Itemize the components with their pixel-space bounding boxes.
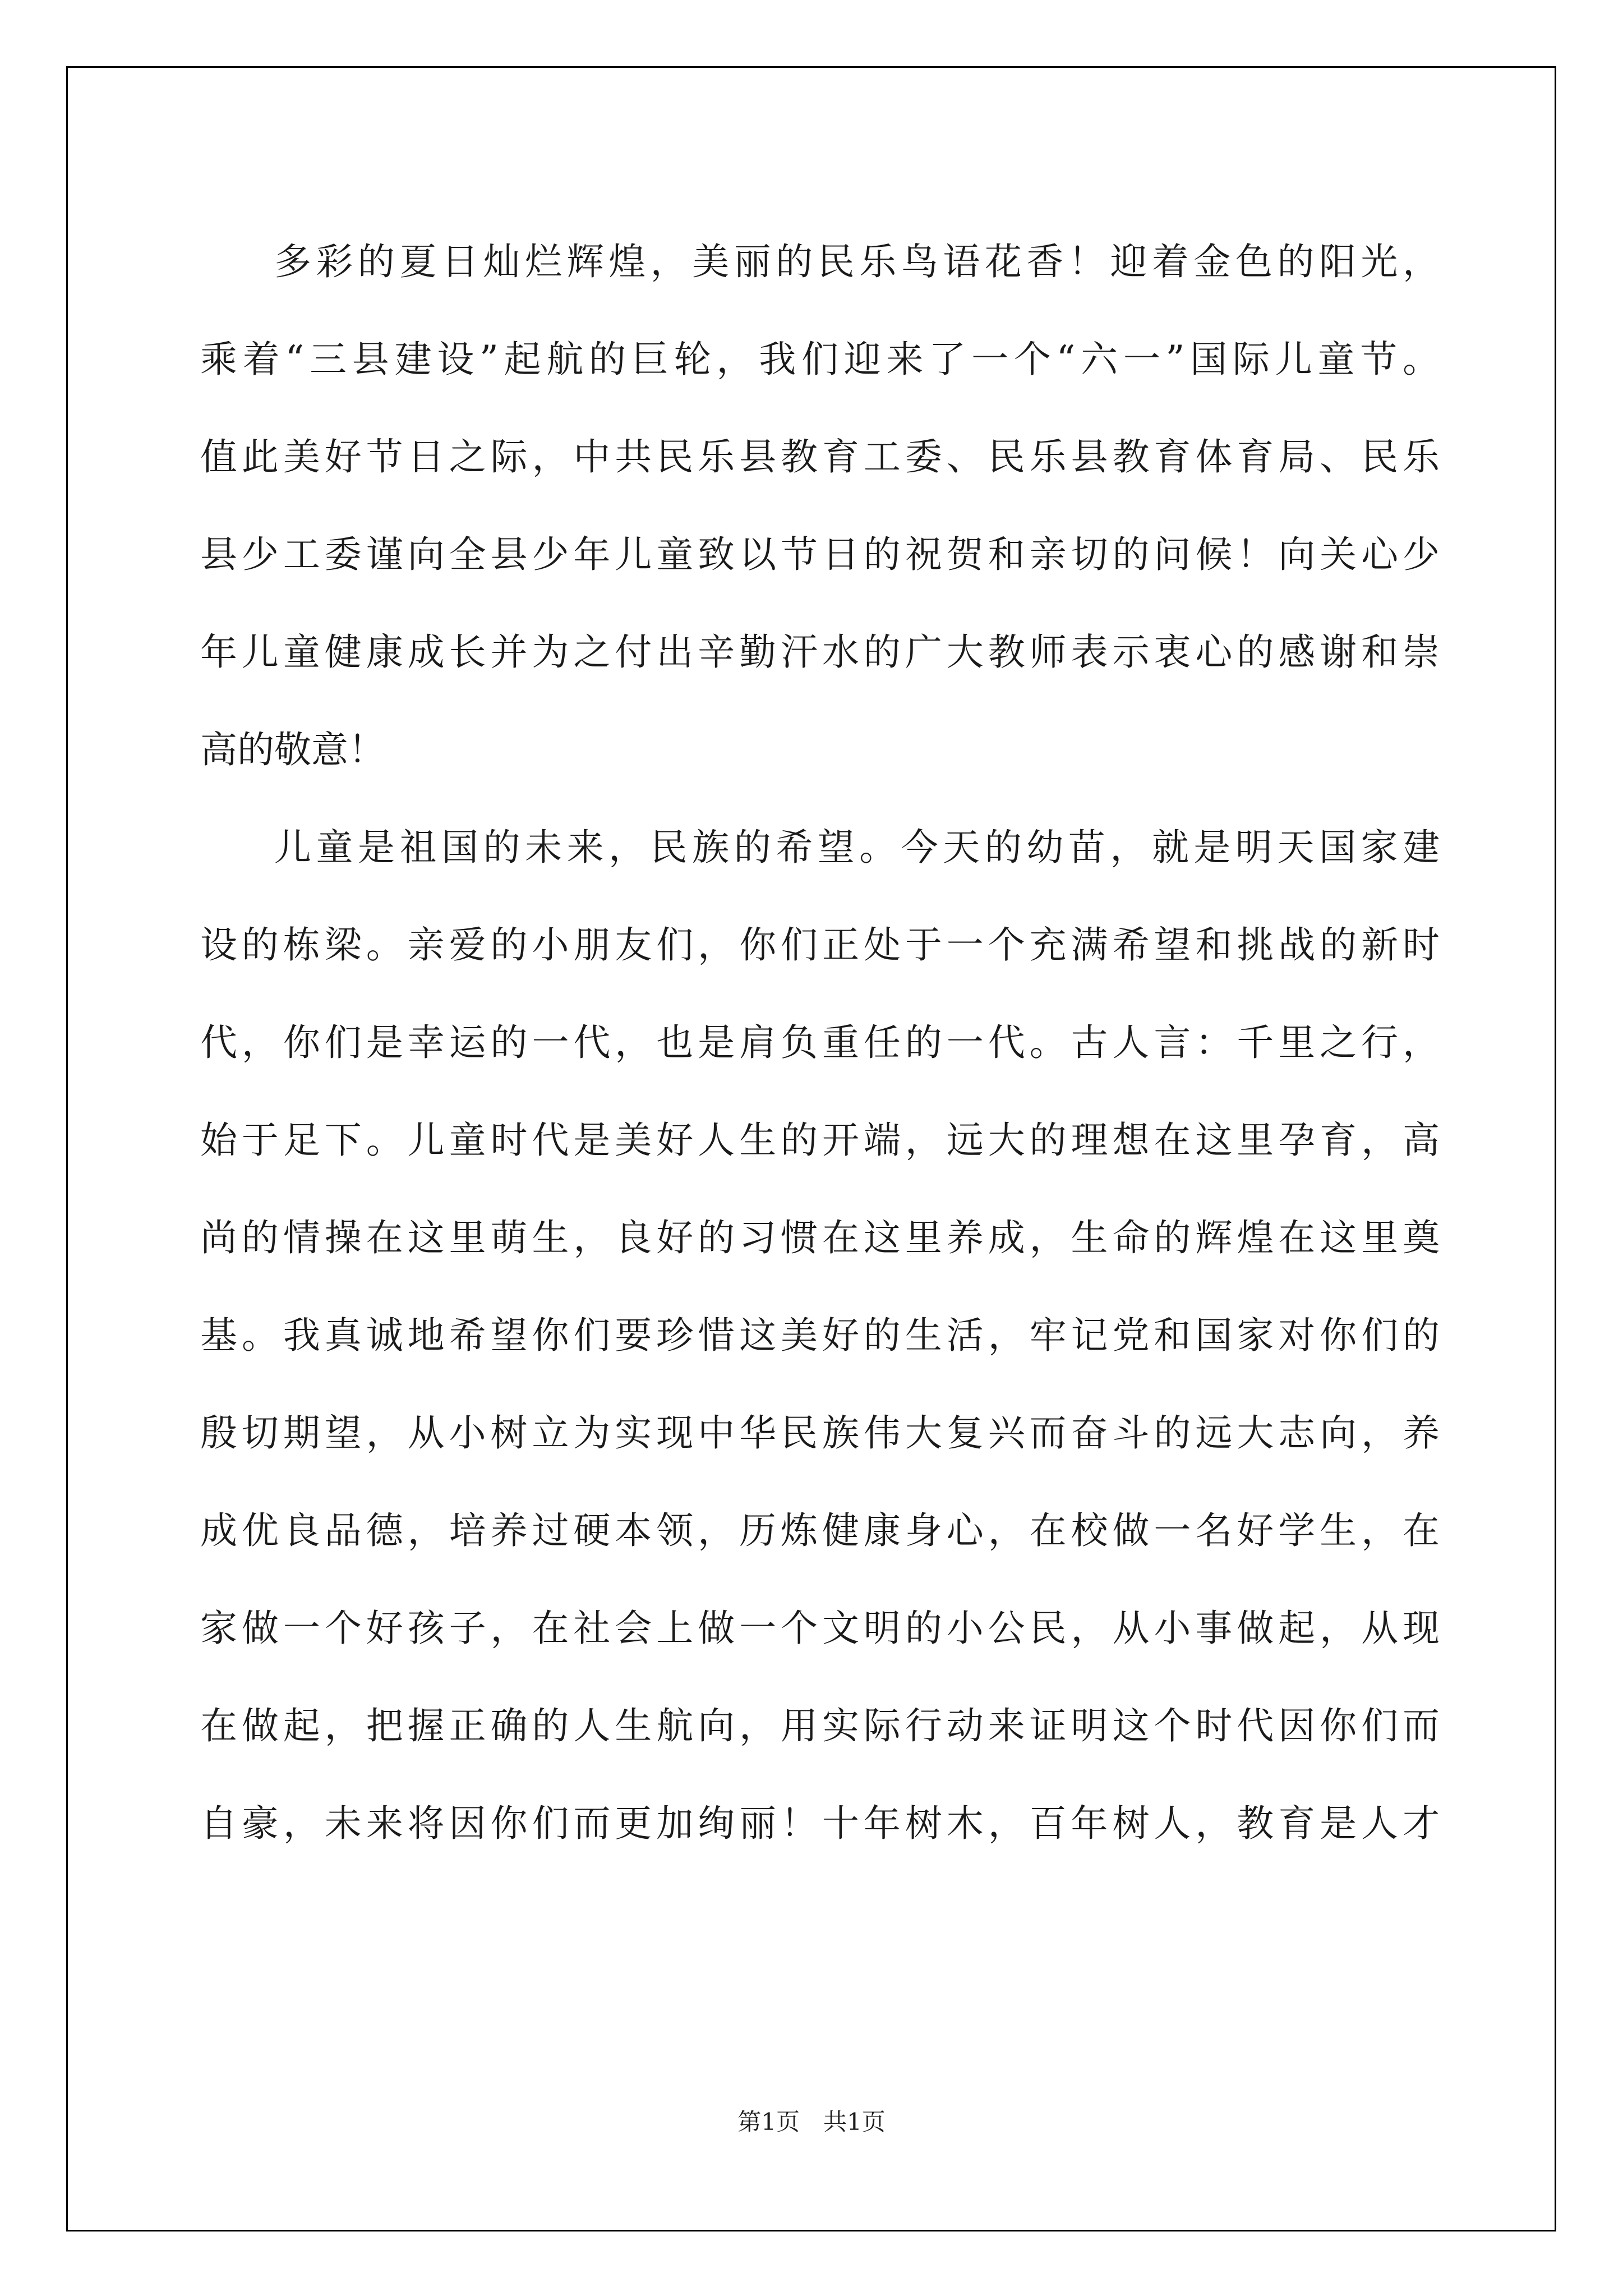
paragraph-2-line-9: 家做一个好孩子，在社会上做一个文明的小公民，从小事做起，从现 xyxy=(200,1607,1440,1650)
paragraph-2-line-2: 设的栋梁。亲爱的小朋友们，你们正处于一个充满希望和挑战的新时 xyxy=(200,923,1440,967)
paragraph-1-line-6: 高的敬意！ xyxy=(200,728,385,771)
paragraph-2-line-5: 尚的情操在这里萌生，良好的习惯在这里养成，生命的辉煌在这里奠 xyxy=(200,1216,1440,1259)
paragraph-1-line-4: 县少工委谨向全县少年儿童致以节日的祝贺和亲切的问候！向关心少 xyxy=(200,533,1440,576)
paragraph-1-line-1: 多彩的夏日灿烂辉煌，美丽的民乐鸟语花香！迎着金色的阳光， xyxy=(274,240,1440,283)
paragraph-1-line-2: 乘着“三县建设”起航的巨轮，我们迎来了一个“六一”国际儿童节。 xyxy=(200,338,1440,381)
paragraph-1-line-3: 值此美好节日之际，中共民乐县教育工委、民乐县教育体育局、民乐 xyxy=(200,435,1440,478)
paragraph-1-line-5: 年儿童健康成长并为之付出辛勤汗水的广大教师表示衷心的感谢和崇 xyxy=(200,631,1440,674)
paragraph-2-line-8: 成优良品德，培养过硬本领，历炼健康身心，在校做一名好学生，在 xyxy=(200,1509,1440,1552)
paragraph-2-line-6: 基。我真诚地希望你们要珍惜这美好的生活，牢记党和国家对你们的 xyxy=(200,1314,1440,1357)
paragraph-2-line-7: 殷切期望，从小树立为实现中华民族伟大复兴而奋斗的远大志向，养 xyxy=(200,1411,1440,1455)
paragraph-2-line-3: 代，你们是幸运的一代，也是肩负重任的一代。古人言：千里之行， xyxy=(200,1021,1440,1064)
paragraph-2-line-1: 儿童是祖国的未来，民族的希望。今天的幼苗，就是明天国家建 xyxy=(274,826,1440,869)
document-body xyxy=(200,213,1440,1872)
paragraph-2-line-10: 在做起，把握正确的人生航向，用实际行动来证明这个时代因你们而 xyxy=(200,1704,1440,1747)
paragraph-2-line-4: 始于足下。儿童时代是美好人生的开端，远大的理想在这里孕育，高 xyxy=(200,1119,1440,1162)
page-footer: 第1页 共1页 xyxy=(737,2108,886,2136)
paragraph-2-line-11: 自豪，未来将因你们而更加绚丽！十年树木，百年树人，教育是人才 xyxy=(200,1802,1440,1845)
